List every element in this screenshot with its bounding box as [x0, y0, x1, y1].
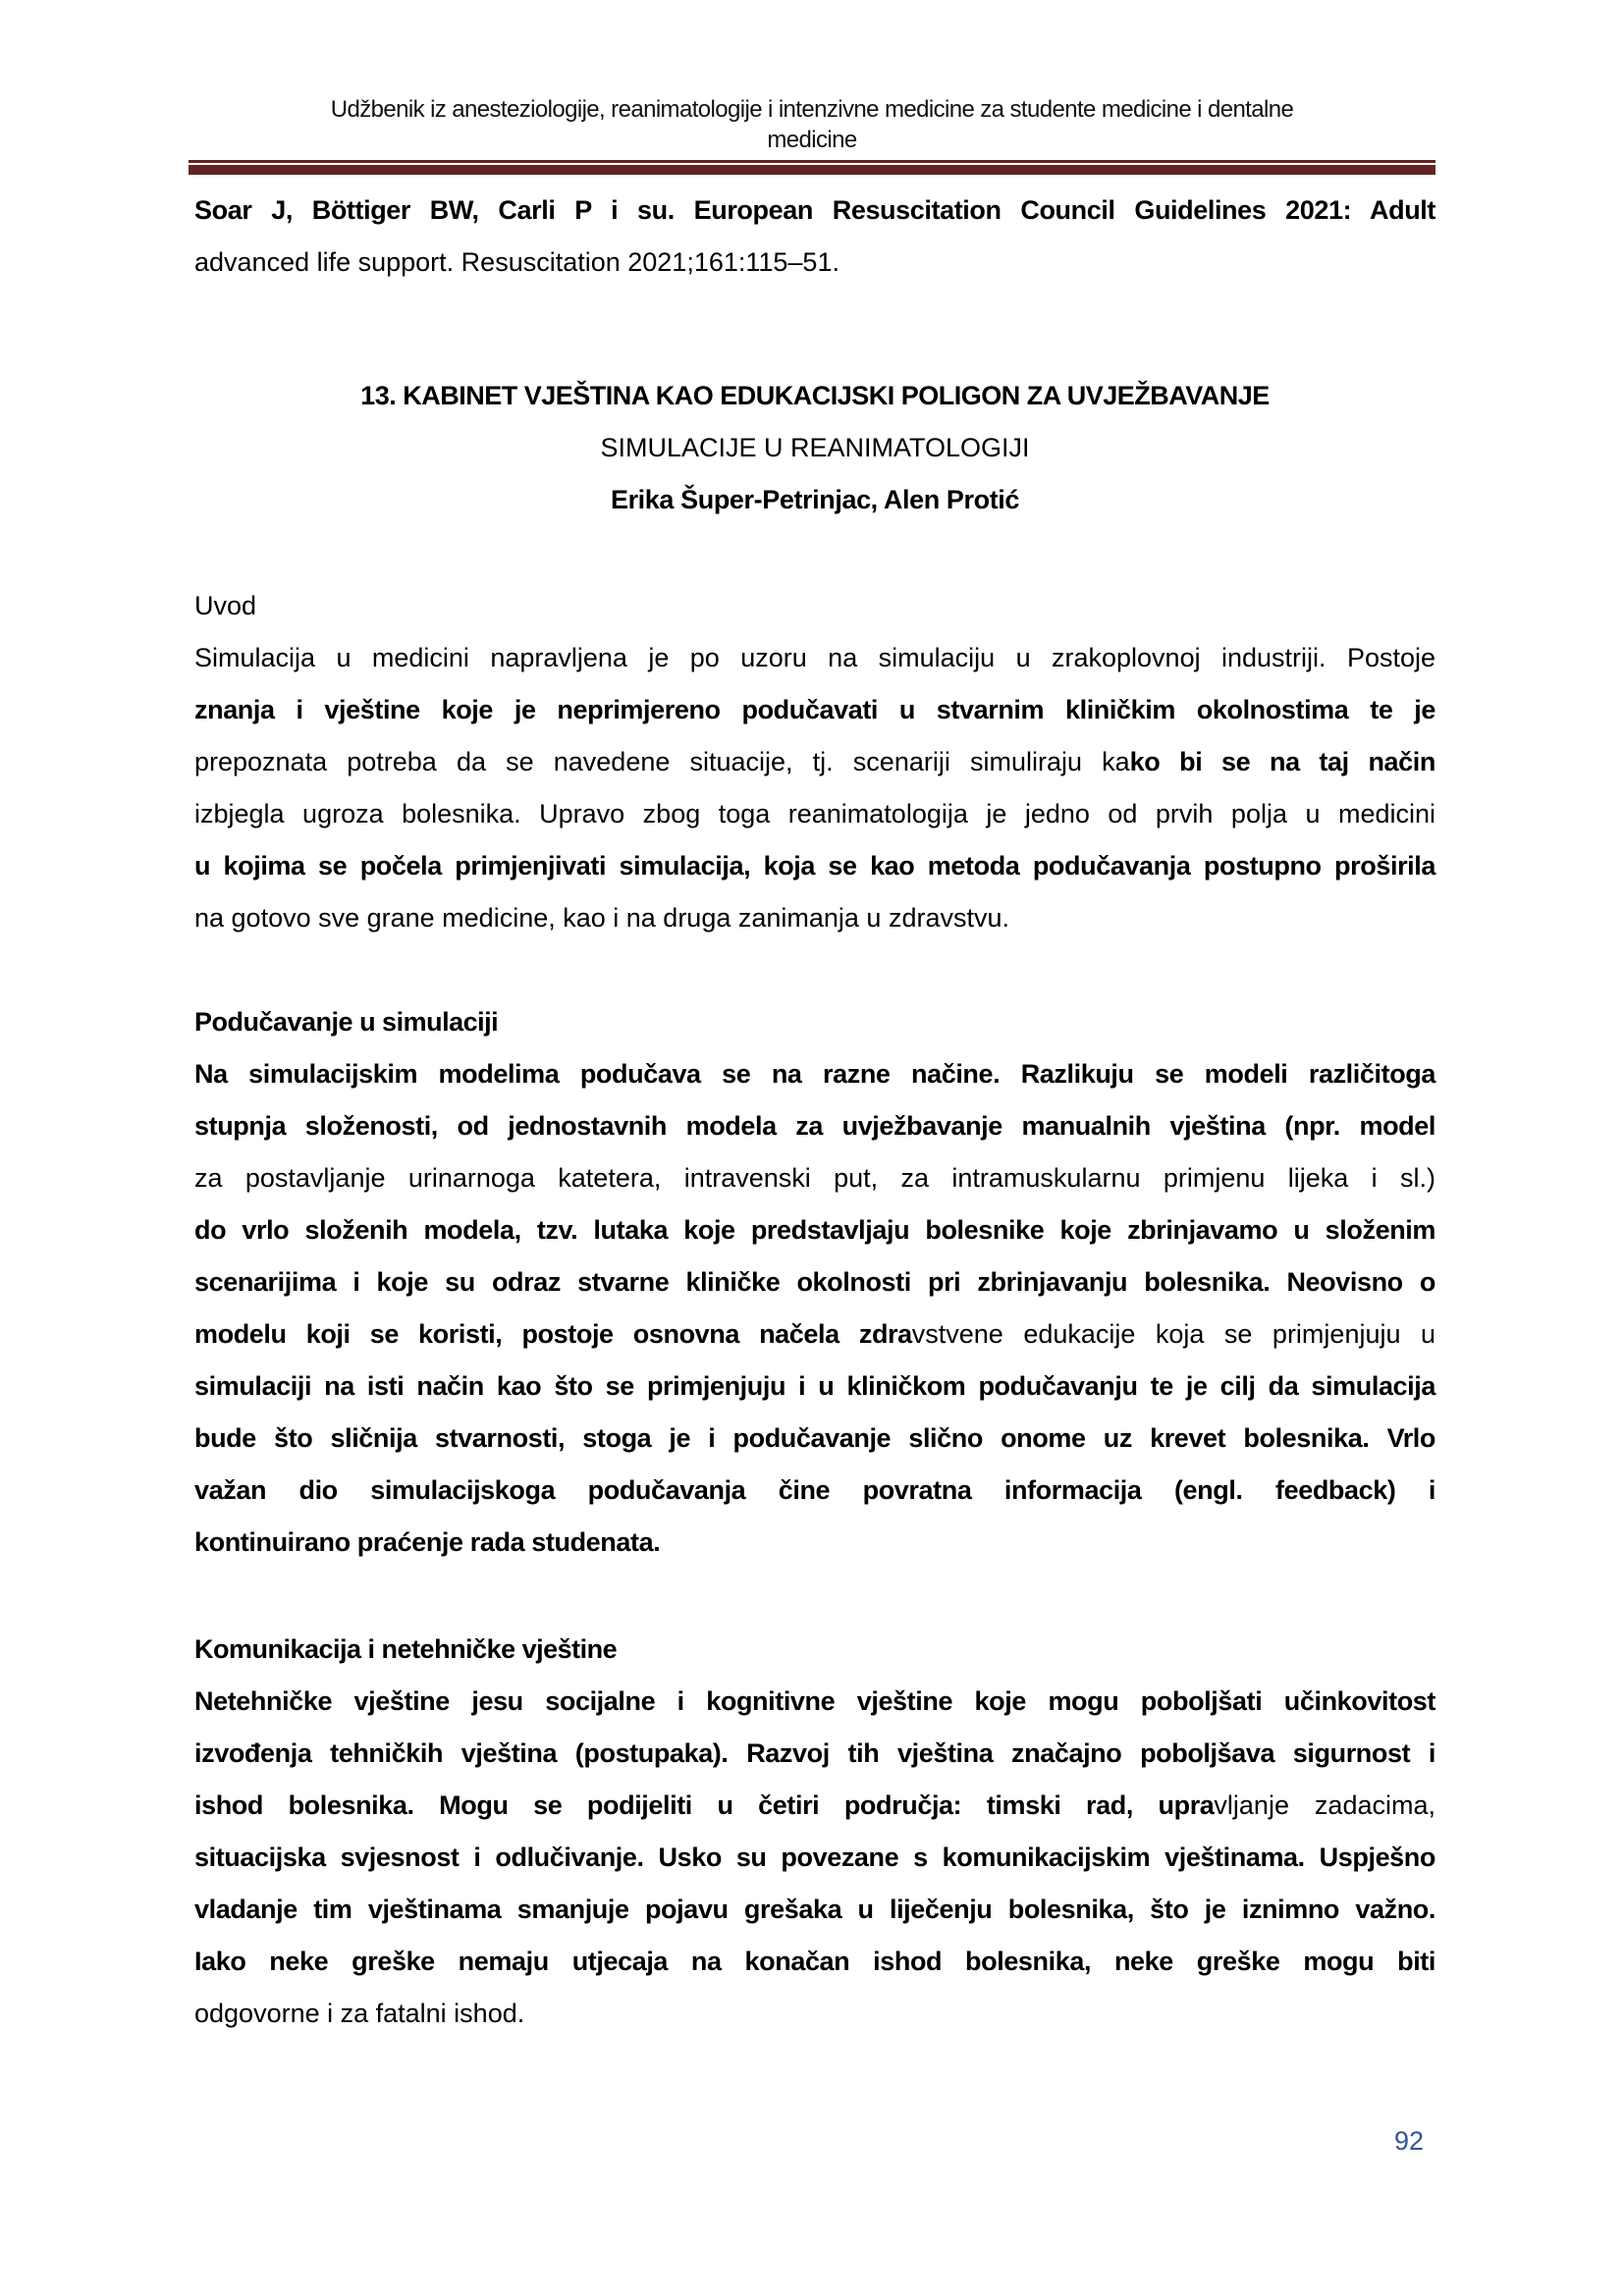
paragraph-line [194, 1988, 1435, 2040]
running-header-line-1: Udžbenik iz anesteziologije, reanimatologije i intenzivne medicine za studente medicine i dentalne [330, 96, 1294, 123]
paragraph-line [194, 1256, 1435, 1308]
paragraph-line [194, 1728, 1435, 1780]
chapter-authors: Erika Šuper-Petrinjac, Alen Protić [610, 485, 1020, 514]
text-run: do vrlo složenih modela, tzv. lutaka koje predstavljaju bolesnike koje zbrinjavamo u složenim [194, 1215, 1435, 1245]
text-run: na gotovo sve grane medicine, kao i na druga zanimanja u zdravstvu. [194, 903, 1009, 933]
paragraph-line [194, 1048, 1435, 1100]
paragraph-line [194, 1780, 1435, 1832]
text-run: znanja i vještine koje je neprimjereno podučavati u stvarnim kliničkim okolnostima te je [194, 695, 1435, 724]
paragraph-line [194, 632, 1435, 684]
paragraph-line [194, 1465, 1435, 1517]
section-body-komunikacija [194, 1676, 1435, 2040]
paragraph-line [194, 1308, 1435, 1361]
chapter-subtitle: SIMULACIJE U REANIMATOLOGIJI [600, 433, 1030, 462]
paragraph-line [194, 1100, 1435, 1152]
text-run: Iako neke greške nemaju utjecaja na konačan ishod bolesnika, neke greške mogu biti [194, 1947, 1435, 1976]
text-run: stupnja složenosti, od jednostavnih modela za uvježbavanje manualnih vještina (npr. model [194, 1111, 1435, 1141]
page-number: 92 [1394, 2126, 1425, 2156]
text-run: kontinuirano praćenje rada studenata. [194, 1527, 661, 1557]
text-run: scenarijima i koje su odraz stvarne kliničke okolnosti pri zbrinjavanju bolesnika. Neovisno o [194, 1267, 1435, 1297]
text-run: simulaciji na isti način kao što se primjenjuju i u kliničkom podučavanju te je cilj da simulacija [194, 1371, 1435, 1401]
text-run: ishod bolesnika. Mogu se podijeliti u četiri područja: timski rad, upra [194, 1790, 1215, 1820]
text-run: vljanje zadacima, [1214, 1790, 1435, 1820]
paragraph-line [194, 684, 1435, 736]
chapter-title: 13. KABINET VJEŠTINA KAO EDUKACIJSKI POLIGON ZA UVJEŽBAVANJE [360, 381, 1270, 410]
section-heading-poducavanje: Podučavanje u simulaciji [194, 1007, 499, 1037]
paragraph-line [194, 1517, 1435, 1569]
text-run: ko bi se na taj način [1129, 747, 1435, 776]
running-header-line-2: medicine [767, 127, 857, 153]
text-run: vladanje tim vještinama smanjuje pojavu grešaka u liječenju bolesnika, što je iznimno važno. [194, 1895, 1435, 1924]
paragraph-line [194, 1152, 1435, 1204]
text-run: u kojima se počela primjenjivati simulacija, koja se kao metoda podučavanja postupno proširila [194, 851, 1435, 881]
section-body-poducavanje [194, 1048, 1435, 1569]
text-run: Na simulacijskim modelima podučava se na razne načine. Razlikuju se modeli različitoga [194, 1059, 1435, 1089]
paragraph-line [194, 840, 1435, 892]
paragraph-line [194, 736, 1435, 788]
reference-entry [194, 185, 1435, 289]
text-run: situacijska svjesnost i odlučivanje. Usko su povezane s komunikacijskim vještinama. Uspješno [194, 1842, 1435, 1872]
text-run: bude što sličnija stvarnosti, stoga je i podučavanje slično onome uz krevet bolesnika. Vrlo [194, 1423, 1435, 1453]
running-header [189, 94, 1435, 155]
text-run: Simulacija u medicini napravljena je po uzoru na simulaciju u zrakoplovnoj industriji. Postoje [194, 643, 1435, 672]
header-rule-thick [189, 165, 1435, 175]
paragraph-line [194, 788, 1435, 840]
text-run: odgovorne i za fatalni ishod. [194, 1999, 525, 2028]
paragraph-line [194, 1936, 1435, 1988]
paragraph-line [194, 1884, 1435, 1936]
reference-line-2: advanced life support. Resuscitation 2021;161:115–51. [194, 247, 839, 277]
section-heading-uvod: Uvod [194, 591, 257, 620]
text-run: modelu koji se koristi, postoje osnovna načela zdra [194, 1319, 912, 1349]
text-run: vstvene edukacije koja se primjenjuju u [911, 1319, 1436, 1349]
text-run: prepoznata potreba da se navedene situacije, tj. scenariji simuliraju ka [194, 747, 1130, 776]
text-run: za postavljanje urinarnoga katetera, intravenski put, za intramuskularnu primjenu lijeka i sl.) [194, 1163, 1435, 1193]
header-rule-thin [189, 160, 1435, 163]
paragraph-line [194, 1832, 1435, 1884]
paragraph-line [194, 1361, 1435, 1413]
paragraph-line [194, 1413, 1435, 1465]
reference-line-1: Soar J, Böttiger BW, Carli P i su. European Resuscitation Council Guidelines 2021: Adult [194, 195, 1435, 225]
text-run: Netehničke vještine jesu socijalne i kognitivne vještine koje mogu poboljšati učinkovitost [194, 1686, 1435, 1716]
text-run: izvođenja tehničkih vještina (postupaka). Razvoj tih vještina značajno poboljšava sigurnost i [194, 1738, 1435, 1768]
text-run: važan dio simulacijskoga podučavanja čine povratna informacija (engl. feedback) i [194, 1475, 1435, 1505]
section-body-uvod [194, 632, 1435, 944]
paragraph-line [194, 1204, 1435, 1256]
paragraph-line [194, 1676, 1435, 1728]
paragraph-line [194, 892, 1435, 944]
section-heading-komunikacija: Komunikacija i netehničke vještine [194, 1634, 618, 1664]
text-run: izbjegla ugroza bolesnika. Upravo zbog toga reanimatologija je jedno od prvih polja u medicini [194, 799, 1435, 828]
